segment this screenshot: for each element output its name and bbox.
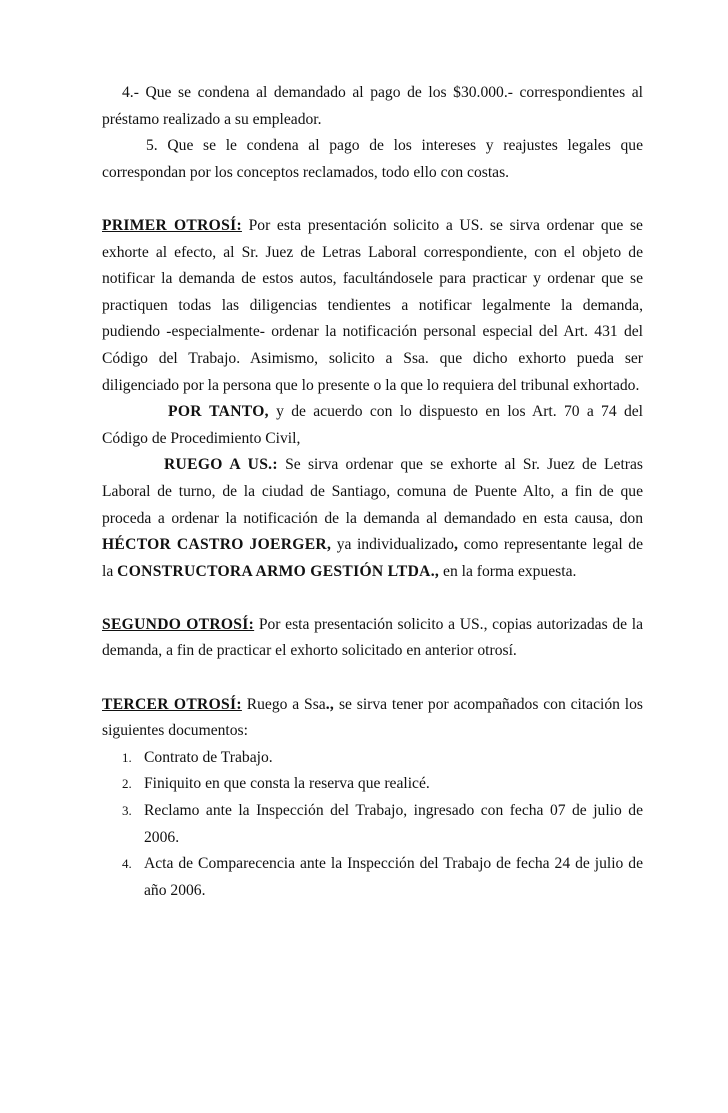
paragraph-item-5: 5. Que se le condena al pago de los intereses y reajustes legales que correspondan por los conceptos reclamados, todo ello con costas. — [102, 137, 643, 181]
primer-otrosi-label: PRIMER OTROSÍ: — [102, 216, 242, 234]
document-page — [102, 80, 643, 904]
documents-list — [102, 745, 643, 905]
primer-otrosi-paragraph — [102, 213, 643, 399]
list-item-number: 1. — [122, 749, 132, 765]
primer-otrosi-text: Por esta presentación solicito a US. se sirva ordenar que se exhorte al efecto, al Sr. Juez de Letras Laboral correspondiente, con el objeto de notificar la demanda de estos autos, facultándosele para practicar y ordenar que se practiquen todas las diligencias tendientes a notificar legalmente la demanda, pudiendo -especialmente- ordenar la notificación personal especial del Art. 431 del Código del Trabajo. Asimismo, solicito a Ssa. que dicho exhorto pueda ser diligenciado por la persona que lo presente o la que lo requiera del tribunal exhortado. — [102, 216, 643, 394]
list-item-number: 4. — [122, 856, 132, 872]
ruego-text-4: en la forma expuesta. — [439, 562, 577, 580]
segundo-otrosi-text: Por esta presentación solicito a US., copias autorizadas de la demanda, a fin de practicar el exhorto solicitado en anterior otrosí. — [102, 615, 643, 660]
company-name: CONSTRUCTORA ARMO GESTIÓN LTDA., — [117, 562, 440, 580]
ruego-comma: , — [453, 536, 459, 554]
list-item-text: Contrato de Trabajo. — [144, 748, 273, 766]
segundo-otrosi-paragraph — [102, 612, 643, 665]
defendant-name: HÉCTOR CASTRO JOERGER, — [102, 536, 332, 554]
list-item — [102, 771, 643, 798]
por-tanto-label: POR TANTO, — [168, 403, 269, 421]
list-item-number: 3. — [122, 803, 132, 819]
ruego-text-2: ya individualizado — [331, 536, 454, 554]
por-tanto-paragraph — [102, 399, 643, 452]
tercer-otrosi-text-1: Ruego a Ssa — [241, 695, 326, 713]
ruego-label: RUEGO A US.: — [164, 456, 278, 474]
list-item — [102, 798, 643, 851]
list-item-text: Finiquito en que consta la reserva que realicé. — [144, 775, 430, 793]
list-item-text: Acta de Comparecencia ante la Inspección del Trabajo de fecha 24 de julio de año 2006. — [144, 855, 643, 899]
ruego-text-1: Se sirva ordenar que se exhorte al Sr. Juez de Letras Laboral de turno, de la ciudad de Santiago, comuna de Puente Alto, a fin de que proceda a ordenar la notificación de la demanda al demandado en esta causa, don — [102, 456, 643, 527]
paragraph-item-4: 4.- Que se condena al demandado al pago de los $30.000.- correspondientes al préstamo realizado a su empleador. — [102, 84, 643, 128]
list-item — [102, 745, 643, 772]
segundo-otrosi-label: SEGUNDO OTROSÍ: — [102, 615, 255, 633]
list-item — [102, 851, 643, 904]
list-item-text: Reclamo ante la Inspección del Trabajo, ingresado con fecha 07 de julio de 2006. — [144, 802, 643, 846]
tercer-otrosi-text-2: se sirva tener por acompañados con citación los siguientes documentos: — [102, 695, 643, 740]
ruego-text-3: como representante legal de la — [102, 536, 643, 580]
por-tanto-text: y de acuerdo con lo dispuesto en los Art. 70 a 74 del Código de Procedimiento Civil, — [102, 403, 643, 447]
tercer-otrosi-punct: ., — [325, 695, 335, 713]
tercer-otrosi-label: TERCER OTROSÍ: — [102, 695, 242, 713]
ruego-paragraph — [102, 452, 643, 585]
list-item-number: 2. — [122, 776, 132, 792]
tercer-otrosi-paragraph — [102, 692, 643, 745]
